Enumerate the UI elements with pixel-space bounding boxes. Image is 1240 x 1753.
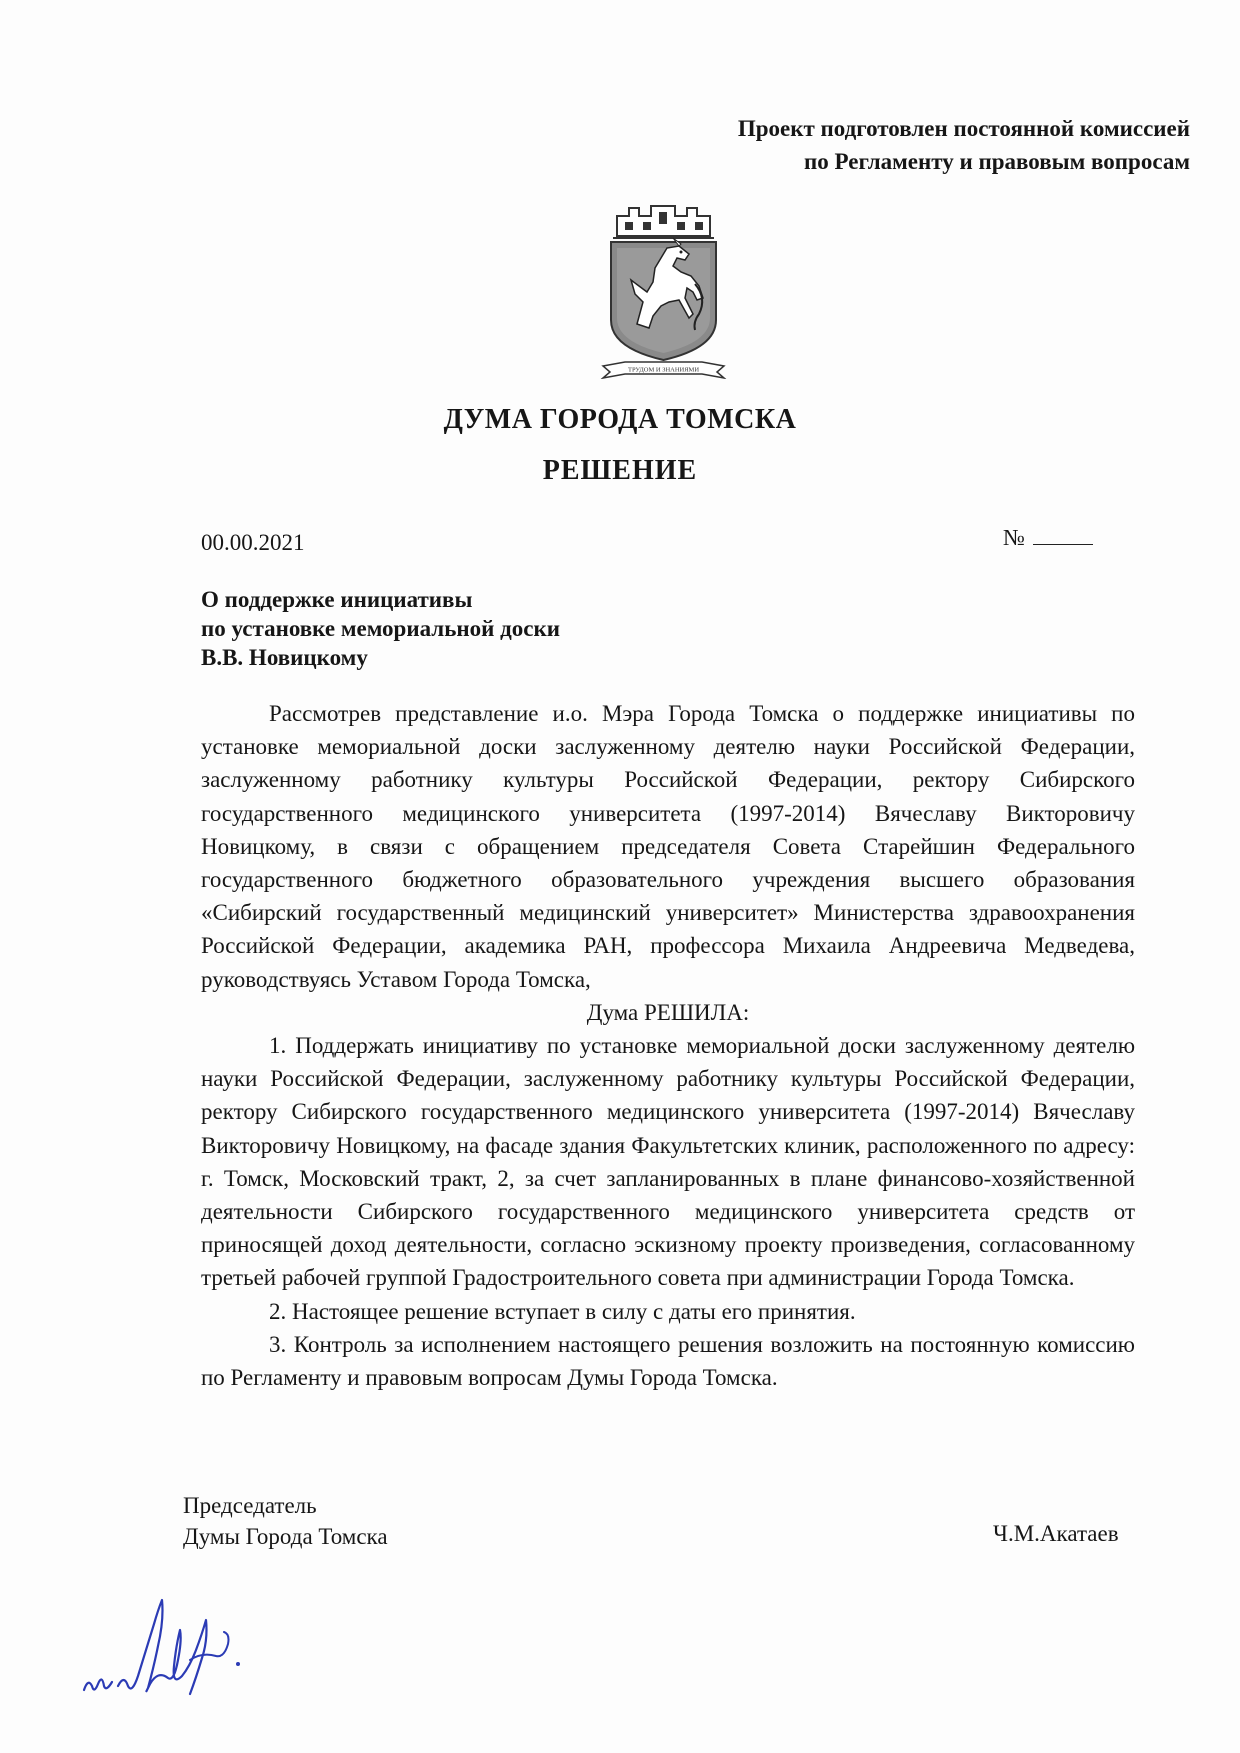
signer-position bbox=[183, 1490, 388, 1552]
handwritten-signature bbox=[78, 1590, 258, 1700]
tomsk-coat-of-arms-icon bbox=[595, 202, 732, 379]
header-note bbox=[470, 112, 1190, 178]
decision-item-2: 2. Настоящее решение вступает в силу с даты его принятия. bbox=[269, 1298, 856, 1324]
number-label: № bbox=[1003, 525, 1025, 550]
header-note-line-2: по Регламенту и правовым вопросам bbox=[803, 149, 1190, 174]
decision-item-1: 1. Поддержать инициативу по установке мемориальной доски заслуженному деятелю науки Российской Федерации, заслуженному работнику культуры Российской Федерации, ректору Сибирского государственного медицинского университета (1997-2014) Вячеславу Викторовичу Новицкому, на фасаде здания Факультетских клиник, расположенного по адресу: г. Томск, Московский тракт, 2, за счет запланированных в плане финансово-хозяйственной деятельности Сибирского государственного медицинского университета средств от приносящей доход деятельности, согласно эскизному проекту произведения, согласованному третьей рабочей группой Градостроительного совета при администрации Города Томска. bbox=[201, 1033, 1135, 1291]
signer-position-line-1: Председатель bbox=[183, 1493, 317, 1518]
document-type-title: РЕШЕНИЕ bbox=[542, 455, 698, 486]
subject-line-2: по установке мемориальной доски bbox=[201, 616, 560, 641]
subject-line-3: В.В. Новицкому bbox=[201, 645, 368, 670]
signer-position-line-2: Думы Города Томска bbox=[183, 1524, 388, 1549]
decision-item-3: 3. Контроль за исполнением настоящего решения возложить на постоянную комиссию по Регламенту и правовым вопросам Думы Города Томска. bbox=[201, 1331, 1135, 1391]
decision-subject bbox=[201, 585, 560, 672]
preamble-paragraph: Рассмотрев представление и.о. Мэра Города Томска о поддержке инициативы по установке мемориальной доски заслуженному деятелю науки Российской Федерации, заслуженному работнику культуры Российской Федерации, ректору Сибирского государственного медицинского университета (1997-2014) Вячеславу Викторовичу Новицкому, в связи с обращением председателя Совета Старейшин Федерального государственного бюджетного образовательного учреждения высшего образования «Сибирский государственный медицинский университет» Министерства здравоохранения Российской Федерации, академика РАН, профессора Михаила Андреевича Медведева, руководствуясь Уставом Города Томска, bbox=[201, 701, 1135, 992]
decision-body bbox=[201, 697, 1135, 1394]
resolution-line: Дума РЕШИЛА: bbox=[586, 999, 750, 1025]
coat-motto: ТРУДОМ И ЗНАНИЯМИ bbox=[627, 366, 700, 374]
number-blank-line bbox=[1033, 522, 1093, 545]
subject-line-1: О поддержке инициативы bbox=[201, 587, 473, 612]
signer-name: Ч.М.Акатаев bbox=[993, 1521, 1119, 1546]
organization-title: ДУМА ГОРОДА ТОМСКА bbox=[443, 404, 797, 435]
document-date: 00.00.2021 bbox=[201, 530, 305, 555]
document-number bbox=[1003, 522, 1093, 551]
header-note-line-1: Проект подготовлен постоянной комиссией bbox=[737, 116, 1190, 141]
